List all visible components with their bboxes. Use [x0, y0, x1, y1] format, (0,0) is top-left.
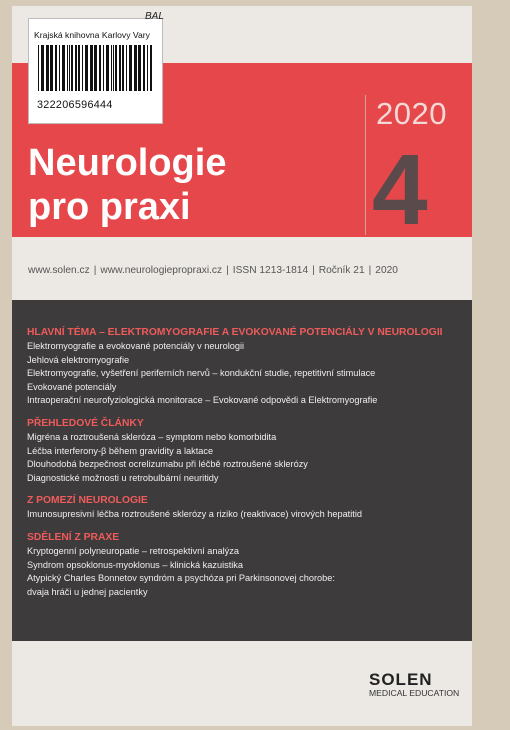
barcode-bar [82, 45, 83, 91]
barcode-bar [138, 45, 141, 91]
barcode-bar [147, 45, 148, 91]
journal-title [28, 141, 358, 229]
toc-section-case-reports [27, 530, 467, 599]
library-label [28, 11, 164, 124]
toc-item: Elektromyografie a evokované potenciály v neurologii [27, 341, 245, 351]
barcode-number: 322206596444 [37, 99, 113, 111]
barcode-bar [111, 45, 112, 91]
toc-item: Kryptogenní polyneuropatie – retrospektivní analýza [27, 545, 239, 556]
barcode-bar [55, 45, 57, 91]
issue-number: 4 [372, 134, 428, 246]
toc-section-heading: SDĚLENÍ Z PRAXE [27, 531, 120, 543]
journal-meta [28, 265, 468, 276]
meta-website: www.solen.cz [28, 265, 90, 276]
barcode-bar [78, 45, 80, 91]
toc-section-borderline [27, 493, 467, 522]
toc-section-reviews [27, 416, 467, 485]
publisher-logo [369, 670, 489, 698]
barcode-bar [134, 45, 137, 91]
barcode-bar [129, 45, 132, 91]
toc-item: Elektromyografie, vyšetření periferních nervů – kondukční studie, repetitivní stimulace [27, 368, 376, 379]
toc-item: Intraoperační neurofyziologická monitorace – Evokované odpovědi a Elektromyografie [27, 395, 378, 406]
toc-item: Syndrom opsoklonus-myoklonus – klinická kazuistika [27, 559, 244, 570]
barcode-bar [75, 45, 77, 91]
barcode-bar [115, 45, 117, 91]
toc-item: Migréna a roztroušená skleróza – symptom nebo komorbidita [27, 431, 277, 442]
barcode [37, 45, 153, 91]
toc-item: Evokované potenciály [27, 381, 117, 392]
barcode-bar [41, 45, 44, 91]
barcode-bar [62, 45, 65, 91]
toc-item: Léčba interferony-β během gravidity a laktace [27, 445, 214, 456]
meta-separator: | [93, 265, 97, 276]
toc-item: Dlouhodobá bezpečnost ocrelizumabu při léčbě roztroušené sklerózy [27, 459, 308, 470]
barcode-bar [143, 45, 145, 91]
meta-separator: | [368, 265, 372, 276]
barcode-bar [94, 45, 97, 91]
barcode-bar [150, 45, 152, 91]
meta-website-2: www.neurologiepropraxi.cz [100, 265, 223, 276]
toc-item: Diagnostické možnosti u retrobulbární neuritidy [27, 472, 219, 483]
meta-separator: | [226, 265, 229, 276]
toc-item: Atypický Charles Bonnetov syndróm a psychóza pri Parkinsonovej chorobe: [27, 573, 335, 584]
meta-issn: ISSN 1213-1814 [232, 265, 309, 276]
barcode-bar [113, 45, 114, 91]
barcode-bar [50, 45, 53, 91]
meta-separator: | [312, 265, 315, 276]
library-name: Krajská knihovna Karlovy Vary [34, 30, 150, 40]
barcode-bar [38, 45, 39, 91]
barcode-bar [85, 45, 88, 91]
barcode-bar [67, 45, 68, 91]
meta-volume: Ročník 21 [318, 265, 365, 276]
toc-section-main-topic [27, 325, 467, 408]
barcode-bar [69, 45, 70, 91]
label-code: BAL [145, 11, 164, 22]
toc-item: Jehlová elektromyografie [27, 354, 130, 365]
barcode-bar [59, 45, 60, 91]
barcode-bar [71, 45, 73, 91]
toc-section-heading: PŘEHLEDOVÉ ČLÁNKY [27, 417, 144, 429]
publisher-tagline: MEDICAL EDUCATION [369, 688, 460, 698]
toc-section-heading: Z POMEZÍ NEUROLOGIE [27, 495, 148, 507]
header-divider [365, 95, 366, 235]
barcode-bar [99, 45, 101, 91]
toc-item: dvaja hráči u jednej pacientky [27, 586, 148, 597]
barcode-bar [46, 45, 49, 91]
barcode-bar [90, 45, 93, 91]
toc-item: Imunosupresivní léčba roztroušené sklerózy a riziko (reaktivace) virových hepatitid [27, 509, 362, 520]
barcode-bar [126, 45, 127, 91]
table-of-contents [27, 325, 467, 607]
barcode-bar [103, 45, 104, 91]
barcode-bar [106, 45, 109, 91]
barcode-bar [122, 45, 124, 91]
publisher-name: SOLEN [369, 670, 433, 689]
toc-section-heading: HLAVNÍ TÉMA – ELEKTROMYOGRAFIE A EVOKOVANÉ POTENCIÁLY V NEUROLOGII [27, 327, 443, 338]
meta-year: 2020 [375, 265, 398, 276]
journal-year: 2020 [376, 96, 447, 131]
journal-title-line1: Neurologie [28, 142, 227, 184]
journal-title-line2: pro praxi [28, 186, 191, 228]
barcode-bar [119, 45, 121, 91]
